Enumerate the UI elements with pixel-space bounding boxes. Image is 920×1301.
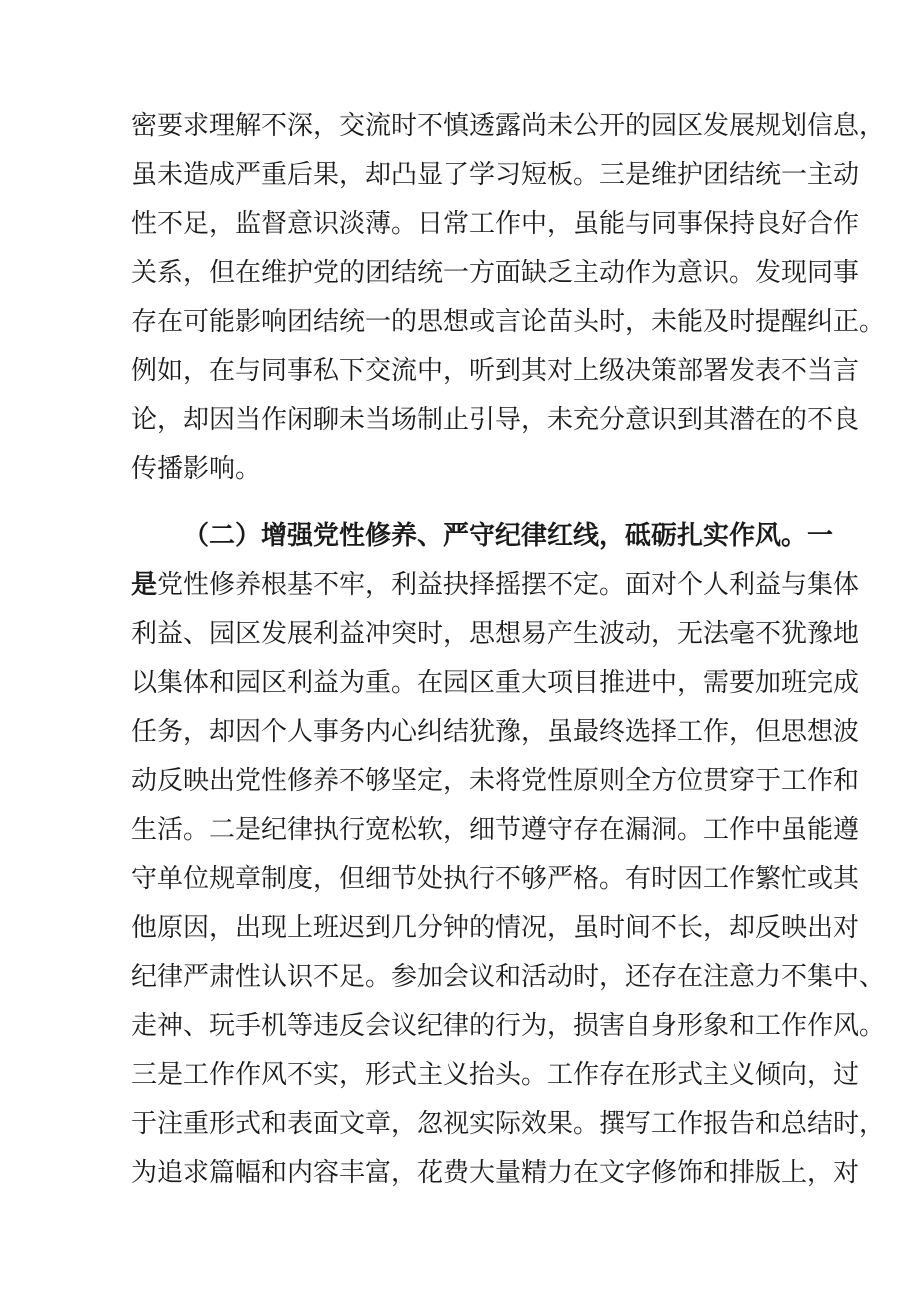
text-line: 于注重形式和表面文章，忽视实际效果。撰写工作报告和总结时， — [131, 1109, 886, 1139]
text-line: 纪律严肃性认识不足。参加会议和活动时，还存在注意力不集中、 — [131, 962, 886, 992]
text-line: 关系，但在维护党的团结统一方面缺乏主动作为意识。发现同事 — [131, 258, 860, 288]
section-heading: （二）增强党性修养、严守纪律红线，砥砺扎实作风。一 — [183, 521, 834, 551]
text-line: 存在可能影响团结统一的思想或言论苗头时，未能及时提醒纠正。 — [131, 307, 886, 337]
text-line: 走神、玩手机等违反会议纪律的行为，损害自身形象和工作作风。 — [131, 1011, 886, 1041]
text-line: 任务，却因个人事务内心纠结犹豫，虽最终选择工作，但思想波 — [131, 717, 860, 747]
paragraph-1 — [131, 102, 886, 494]
text-line: 他原因，出现上班迟到几分钟的情况，虽时间不长，却反映出对 — [131, 913, 860, 943]
text-line: 论，却因当作闲聊未当场制止引导，未充分意识到其潜在的不良 — [131, 405, 860, 435]
text-line-rest: 党性修养根基不牢，利益抉择摇摆不定。面对个人利益与集体 — [157, 570, 860, 600]
text-line: 生活。二是纪律执行宽松软，细节遵守存在漏洞。工作中虽能遵 — [131, 815, 860, 845]
text-line: 性不足，监督意识淡薄。日常工作中，虽能与同事保持良好合作 — [131, 209, 860, 239]
text-line: 例如，在与同事私下交流中，听到其对上级决策部署发表不当言 — [131, 356, 860, 386]
text-line: 传播影响。 — [131, 454, 262, 484]
text-line: 三是工作作风不实，形式主义抬头。工作存在形式主义倾向，过 — [131, 1060, 860, 1090]
text-line: 守单位规章制度，但细节处执行不够严格。有时因工作繁忙或其 — [131, 864, 860, 894]
text-line: 动反映出党性修养不够坚定，未将党性原则全方位贯穿于工作和 — [131, 766, 860, 796]
text-line: 利益、园区发展利益冲突时，思想易产生波动，无法毫不犹豫地 — [131, 619, 860, 649]
text-line: 密要求理解不深，交流时不慎透露尚未公开的园区发展规划信息， — [131, 111, 886, 141]
text-line: 以集体和园区利益为重。在园区重大项目推进中，需要加班完成 — [131, 668, 860, 698]
text-line: 虽未造成严重后果，却凸显了学习短板。三是维护团结统一主动 — [131, 160, 860, 190]
paragraph-spacer — [131, 494, 781, 512]
paragraph-2 — [131, 512, 886, 1198]
bold-lead-char: 是 — [131, 570, 158, 600]
document-page — [131, 102, 886, 1198]
text-line — [131, 561, 860, 610]
text-line: 为追求篇幅和内容丰富，花费大量精力在文字修饰和排版上，对 — [131, 1158, 860, 1188]
